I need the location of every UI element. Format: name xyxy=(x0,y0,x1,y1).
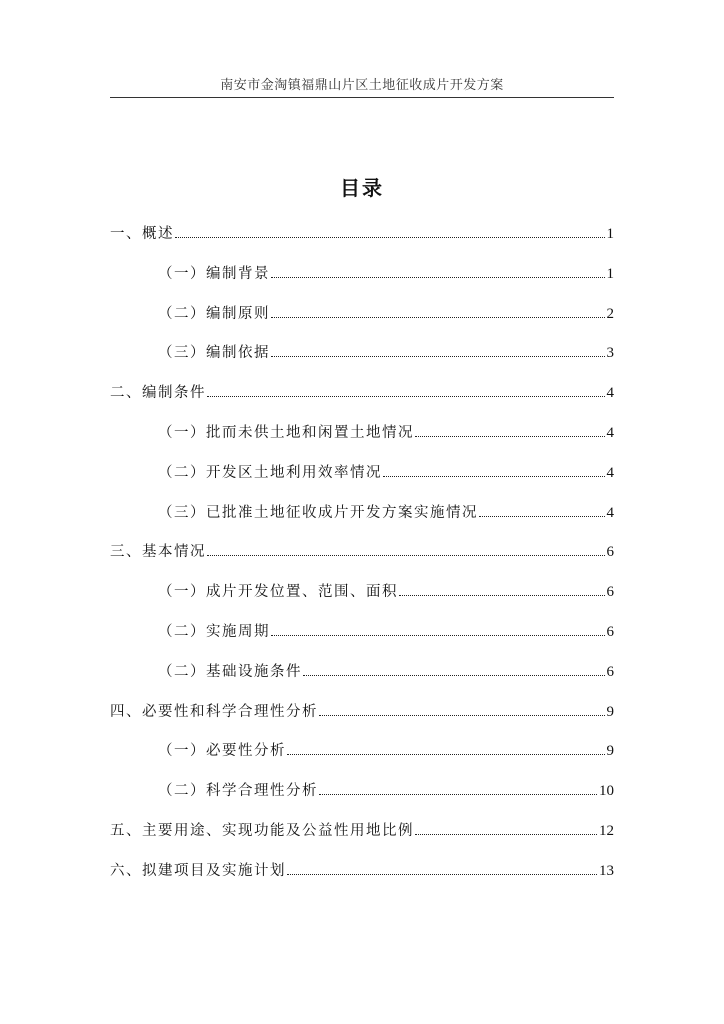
toc-entry-background[interactable] xyxy=(110,262,614,302)
running-header: 南安市金淘镇福鼎山片区土地征收成片开发方案 xyxy=(220,78,504,93)
toc-entry-page: 4 xyxy=(606,464,614,481)
toc-entry-label: （三）编制依据 xyxy=(158,345,270,362)
toc-entry-page: 6 xyxy=(606,663,614,680)
toc-entry-page: 9 xyxy=(606,703,614,720)
dot-leader xyxy=(207,554,605,556)
toc-entry-page: 6 xyxy=(606,584,614,601)
dot-leader xyxy=(319,793,597,795)
dot-leader xyxy=(287,873,597,875)
toc-entry-principles[interactable] xyxy=(110,302,614,342)
toc-entry-label: （二）实施周期 xyxy=(158,623,270,640)
toc-entry-label: （三）已批准土地征收成片开发方案实施情况 xyxy=(158,504,478,521)
toc-entry-label: 三、基本情况 xyxy=(110,544,206,561)
toc-entry-analysis[interactable] xyxy=(110,700,614,740)
toc-entry-page: 6 xyxy=(606,623,614,640)
toc-entry-main-uses[interactable] xyxy=(110,819,614,859)
toc-entry-label: 一、概述 xyxy=(110,226,174,242)
dot-leader xyxy=(271,316,605,318)
toc-entry-label: 二、编制条件 xyxy=(110,385,206,402)
toc-entry-location-area[interactable] xyxy=(110,580,614,620)
toc-entry-page: 1 xyxy=(606,265,614,282)
toc-entry-page: 9 xyxy=(606,743,614,760)
toc-entry-period[interactable] xyxy=(110,620,614,660)
dot-leader xyxy=(415,833,597,835)
toc-entry-approved-plans[interactable] xyxy=(110,501,614,541)
toc-entry-label: （一）编制背景 xyxy=(158,265,270,282)
dot-leader xyxy=(207,395,605,397)
dot-leader xyxy=(271,276,605,278)
toc-entry-overview[interactable] xyxy=(110,222,614,262)
toc-entry-label: （二）科学合理性分析 xyxy=(158,783,318,800)
toc-entry-label: （一）批而未供土地和闲置土地情况 xyxy=(158,424,414,441)
toc-entry-basis[interactable] xyxy=(110,341,614,381)
dot-leader xyxy=(479,515,605,517)
toc-entry-page: 10 xyxy=(599,783,614,800)
toc-entry-label: （二）基础设施条件 xyxy=(158,663,302,680)
dot-leader xyxy=(399,594,605,596)
toc-entry-label: 四、必要性和科学合理性分析 xyxy=(110,703,318,720)
toc-title: 目录 xyxy=(340,176,384,200)
table-of-contents xyxy=(110,222,614,899)
toc-entry-label: 五、主要用途、实现功能及公益性用地比例 xyxy=(110,822,414,839)
toc-entry-page: 1 xyxy=(606,226,614,242)
toc-entry-page: 13 xyxy=(599,862,614,879)
toc-entry-basic-info[interactable] xyxy=(110,540,614,580)
toc-entry-idle-land[interactable] xyxy=(110,421,614,461)
dot-leader xyxy=(271,634,605,636)
dot-leader xyxy=(271,355,605,357)
toc-entry-page: 2 xyxy=(606,305,614,322)
toc-entry-page: 4 xyxy=(606,504,614,521)
toc-entry-page: 4 xyxy=(606,424,614,441)
dot-leader xyxy=(383,475,605,477)
toc-entry-page: 3 xyxy=(606,345,614,362)
toc-entry-necessity[interactable] xyxy=(110,739,614,779)
toc-entry-infrastructure[interactable] xyxy=(110,660,614,700)
dot-leader xyxy=(303,674,605,676)
toc-entry-label: （一）成片开发位置、范围、面积 xyxy=(158,584,398,601)
toc-entry-page: 12 xyxy=(599,822,614,839)
dot-leader xyxy=(319,714,605,716)
toc-entry-conditions[interactable] xyxy=(110,381,614,421)
dot-leader xyxy=(287,753,605,755)
toc-entry-rationality[interactable] xyxy=(110,779,614,819)
toc-entry-label: 六、拟建项目及实施计划 xyxy=(110,862,286,879)
header-divider xyxy=(110,97,614,98)
toc-entry-page: 4 xyxy=(606,385,614,402)
dot-leader xyxy=(175,236,605,238)
toc-entry-land-efficiency[interactable] xyxy=(110,461,614,501)
toc-entry-label: （一）必要性分析 xyxy=(158,743,286,760)
toc-entry-label: （二）编制原则 xyxy=(158,305,270,322)
toc-entry-page: 6 xyxy=(606,544,614,561)
dot-leader xyxy=(415,435,605,437)
toc-entry-projects-plan[interactable] xyxy=(110,859,614,899)
toc-entry-label: （二）开发区土地利用效率情况 xyxy=(158,464,382,481)
